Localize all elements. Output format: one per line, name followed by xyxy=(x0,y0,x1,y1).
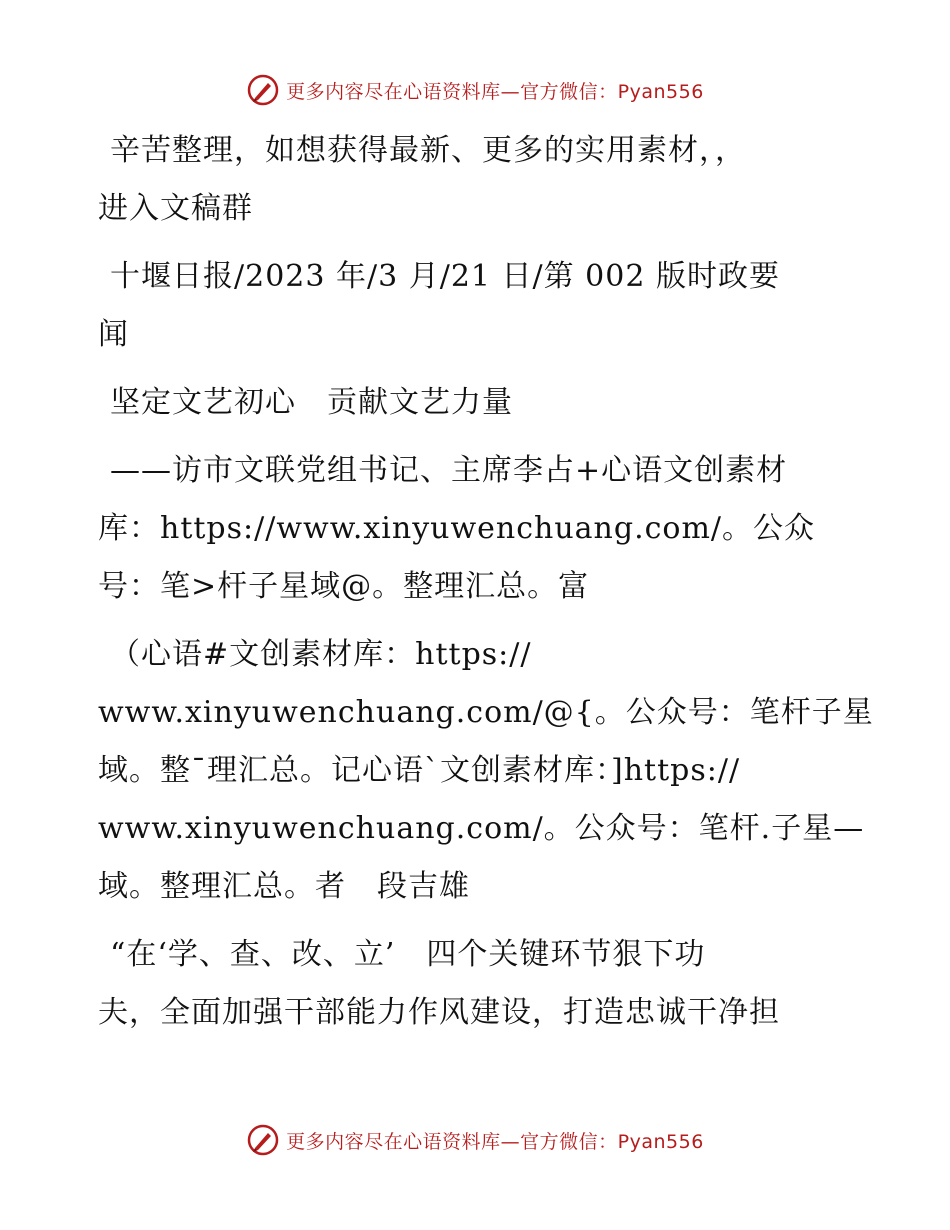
intro-paragraph xyxy=(98,122,858,238)
text-line: 闻 xyxy=(98,317,129,352)
text-line: 域。整理汇总。者 段吉雄 xyxy=(98,869,470,904)
text-line: www.xinyuwenchuang.com/。公众号：笔杆.子星— xyxy=(98,811,865,846)
source-paragraph xyxy=(98,248,858,364)
pen-logo-icon xyxy=(246,1123,280,1157)
document-body xyxy=(98,122,874,1052)
text-line: 夫，全面加强干部能力作风建设，打造忠诚干净担 xyxy=(98,995,780,1030)
footer-banner-text: 更多内容尽在心语资料库—官方微信：Pyan556 xyxy=(286,1130,704,1153)
text-line: 坚定文艺初心 贡献文艺力量 xyxy=(110,385,513,420)
text-line: 号：笔>杆子星域@。整理汇总。富 xyxy=(98,569,590,604)
text-line: “在‘学、查、改、立’ 四个关键环节狠下功 xyxy=(110,937,706,972)
article-title xyxy=(98,374,858,432)
text-line: www.xinyuwenchuang.com/@{。公众号：笔杆子星 xyxy=(98,695,874,730)
header-banner-text: 更多内容尽在心语资料库—官方微信：Pyan556 xyxy=(286,80,704,103)
body-paragraph xyxy=(98,926,858,1042)
text-line: 域。整¯理汇总。记心语`文创素材库：]https:// xyxy=(98,753,741,788)
text-line: 进入文稿群 xyxy=(98,191,253,226)
text-line: ——访市文联党组书记、主席李占+心语文创素材 xyxy=(110,453,788,488)
text-line: 辛苦整理，如想获得最新、更多的实用素材，， xyxy=(110,133,746,168)
footer-banner xyxy=(0,1120,950,1160)
article-subtitle xyxy=(98,442,858,616)
pen-logo-icon xyxy=(246,73,280,107)
byline-paragraph xyxy=(98,626,874,916)
text-line: 库：https://www.xinyuwenchuang.com/。公众 xyxy=(98,511,816,546)
text-line: （心语#文创素材库：https:// xyxy=(110,637,532,672)
text-line: 十堰日报/2023 年/3 月/21 日/第 002 版时政要 xyxy=(110,259,780,294)
header-banner xyxy=(0,70,950,110)
